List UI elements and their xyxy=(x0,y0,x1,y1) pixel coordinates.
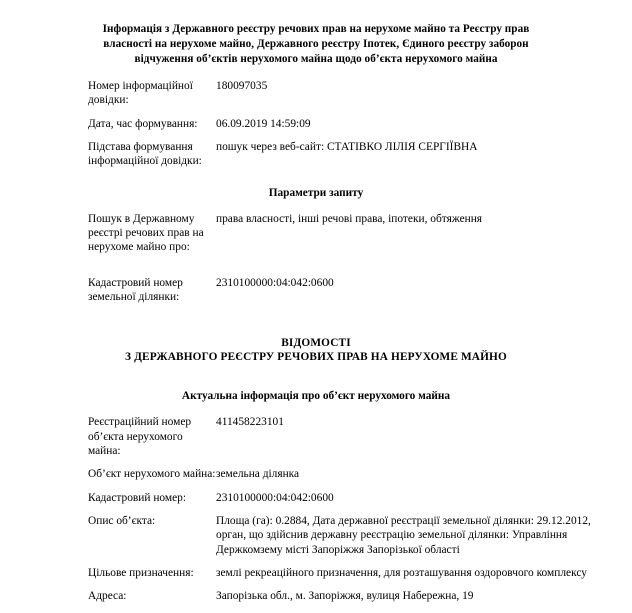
field-label-registration-number: Реєстраційний номер об’єкта нерухомого майна: xyxy=(88,416,192,457)
field-value-search-scope: права власності, інші речові права, іпотеки, обтяження xyxy=(216,212,483,225)
header-fields-table xyxy=(0,79,632,178)
field-value-object-description: Площа (га): 0.2884, Дата державної реєстрації земельної ділянки: 29.12.2012, орган, що здійснив державну реєстрацію земельної ділянки: Управління Держкомзему місті Запоріжжя Запорізької області xyxy=(216,515,591,556)
search-parameters-table xyxy=(0,212,632,314)
property-record-table xyxy=(0,415,632,613)
table-row xyxy=(0,566,632,589)
title-spacer xyxy=(0,67,632,79)
field-value-datetime: 06.09.2019 14:59:09 xyxy=(216,117,311,130)
table-row xyxy=(0,415,632,467)
field-value-registration-number: 411458223101 xyxy=(216,416,284,429)
field-value-object-type: земельна ділянка xyxy=(216,468,300,481)
field-value-cadastral-number-query: 2310100000:04:042:0600 xyxy=(216,276,334,289)
table-row xyxy=(0,140,632,178)
field-value-spravka-number: 180097035 xyxy=(216,80,268,92)
field-label-cadastral-number-query: Кадастровий номер земельної ділянки: xyxy=(88,276,183,304)
field-value-intended-use: землі рекреаційного призначення, для розташування оздоровчого комплексу xyxy=(216,567,587,580)
section-heading-records xyxy=(0,336,632,366)
field-value-address: Запорізька обл., м. Запоріжжя, вулиця Набережна, 19 xyxy=(216,590,474,603)
table-row xyxy=(0,491,632,514)
document-title-line-2: власності на нерухоме майно, Державного реєстру Іпотек, Єдиного реєстру заборон xyxy=(103,38,529,50)
document-title-line-3: відчуження об’єктів нерухомого майна щодо об’єкта нерухомого майна xyxy=(134,53,498,65)
table-row xyxy=(0,79,632,117)
field-label-object-description: Опис об’єкта: xyxy=(88,515,156,528)
field-label-datetime: Дата, час формування: xyxy=(88,117,198,130)
field-value-basis: пошук через веб-сайт: СТАТІВКО ЛІЛІЯ СЕРГІЇВНА xyxy=(216,141,478,154)
document-title-line-1: Інформація з Державного реєстру речових прав на нерухоме майно та Реєстру прав xyxy=(102,23,530,35)
field-value-cadastral-number: 2310100000:04:042:0600 xyxy=(216,491,334,504)
section-subheading-actual-info: Актуальна інформація про об’єкт нерухомого майна xyxy=(181,390,451,403)
field-label-cadastral-number: Кадастровий номер: xyxy=(88,491,187,504)
field-label-address: Адреса: xyxy=(88,590,127,603)
section-heading-search-parameters: Параметри запиту xyxy=(268,186,364,199)
table-row xyxy=(0,467,632,490)
table-row xyxy=(0,212,632,276)
field-label-spravka-number: Номер інформаційної довідки: xyxy=(88,80,193,107)
document-title xyxy=(0,0,632,67)
table-row xyxy=(0,589,632,612)
field-label-basis: Підстава формування інформаційної довідки: xyxy=(88,141,202,168)
field-label-intended-use: Цільове призначення: xyxy=(88,567,194,580)
table-row xyxy=(0,514,632,566)
field-label-search-scope: Пошук в Державному реєстрі речових прав на нерухоме майно про: xyxy=(88,212,204,254)
section-heading-records-line-1: ВІДОМОСТІ xyxy=(281,336,351,349)
table-row xyxy=(0,117,632,140)
field-label-object-type: Об’єкт нерухомого майна: xyxy=(88,468,216,481)
section-heading-records-line-2: З ДЕРЖАВНОГО РЕЄСТРУ РЕЧОВИХ ПРАВ НА НЕРУХОМЕ МАЙНО xyxy=(125,351,507,364)
table-row xyxy=(0,276,632,314)
